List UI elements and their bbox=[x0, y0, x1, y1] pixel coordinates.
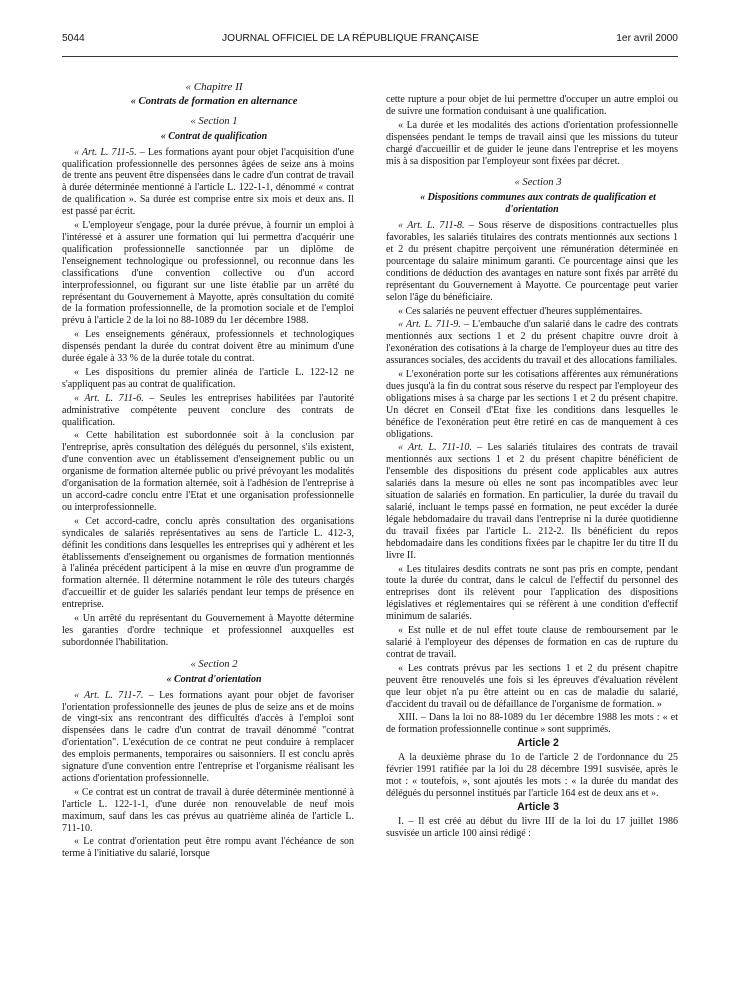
article-reference: « Art. L. 711-7. bbox=[74, 689, 144, 701]
paragraph: « Ces salariés ne peuvent effectuer d'heures supplémentaires. bbox=[398, 305, 643, 317]
paragraph: « Un arrêté du représentant du Gouvernement à Mayotte détermine les garanties d'ordre technique et professionnel auxquelles est subordonnée l'habilitation. bbox=[62, 613, 354, 648]
paragraph bbox=[386, 220, 678, 303]
page-number: 5044 bbox=[62, 32, 85, 44]
paragraph: A la deuxième phrase du 1o de l'article 2 de l'ordonnance du 25 février 1991 ratifiée par la loi du 28 décembre 1991 susvisée, après le mot : « toutefois, », sont ajoutés les mots : « la durée du mandat des délégués du personnel institués par l'article 164 est de deux ans et ». bbox=[386, 752, 678, 799]
paragraph: « Les contrats prévus par les sections 1 et 2 du présent chapitre peuvent être renouvelés une fois si les épreuves d'évaluation révèlent que leur objet n'a pu être atteint ou en cas de maladie du salarié, d'accident du travail ou de défaillance de l'organisme de formation. » bbox=[386, 662, 678, 710]
paragraph bbox=[62, 393, 354, 429]
paragraph: « Cet accord-cadre, conclu après consultation des organisations syndicales de salariés représentatives au sens de l'article L. 412-3, définit les conditions dans lesquelles les entreprises qui y adhèrent et les établissements d'enseignement ou organismes de formation mentionnés à l'alinéa précédent participent à la mise en œuvre d'un programme de formation alternée. Il détermine notamment le rôle des tuteurs chargés d'accueillir et de guider les salariés pendant leur temps de présence en entreprise. bbox=[62, 515, 354, 611]
header-rule bbox=[62, 56, 678, 57]
article-reference: « Art. L. 711-9. bbox=[398, 319, 461, 331]
chapter-title: « Contrats de formation en alternance bbox=[130, 95, 298, 107]
left-column bbox=[62, 72, 354, 977]
paragraph: « Cette habilitation est subordonnée soit à la conclusion par l'entreprise, après consultation des délégués du personnel, s'ils existent, d'une convention avec un établissement d'enseignement public ou un organisme de formation alternée public ou privé prévoyant les modalités d'organisation de la formation alternée, soit à l'adhésion de l'entreprise à un accord-cadre conclu entre l'Etat et une organisation professionnelle ou interprofessionnelle. bbox=[62, 430, 354, 513]
chapter-heading: « Chapitre II bbox=[185, 81, 243, 93]
article-reference: « Art. L. 711-8. bbox=[398, 220, 465, 232]
section-heading: « Section 2 bbox=[190, 658, 238, 670]
paragraph-text: – Les salariés titulaires des contrats de travail mentionnés aux sections 1 et 2 du présent chapitre bénéficient de l'ensemble des dispositions du présent code applicables aux autres salariés dans la mesure où elles ne sont pas incompatibles avec leur situation de salariés en formation. En particulier, la durée du travail du salarié, incluant le temps passé en formation, ne peut excéder la durée légale hebdomadaire du travail dans l'entreprise ni la durée quotidienne du travail fixées par l'article L. 212-2. Ils bénéficient du repos hebdomadaire dans les conditions fixées par le chapitre Ier du titre II du livre II. bbox=[386, 442, 678, 561]
section-title: « Contrat d'orientation bbox=[166, 673, 262, 685]
paragraph: « L'employeur s'engage, pour la durée prévue, à fournir un emploi à l'intéressé et à assurer une formation qui lui permettra d'acquérir une qualification professionnelle sanctionnée par un diplôme de l'enseignement technologique ou professionnel, ou reconnue dans les classifications d'une convention collective ou d'un accord interprofessionnel, ou figurant sur une liste établie par un arrêté du représentant du Gouvernement à Mayotte, après consultation du comité de la formation professionnelle, de la promotion sociale et de l'emploi prévu à l'article 2 de la loi no 88-1089 du 1er décembre 1988. bbox=[62, 220, 354, 327]
paragraph-text: – L'embauche d'un salarié dans le cadre des contrats mentionnés aux sections 1 et 2 du présent chapitre ouvre droit à l'exonération des cotisations à la charge de l'employeur dues au titre des assurances sociales, des accidents du travail et des allocations familiales. bbox=[386, 319, 678, 367]
paragraph bbox=[386, 319, 678, 367]
paragraph: XIII. – Dans la loi no 88-1089 du 1er décembre 1988 les mots : « et de formation professionnelle continue » sont supprimés. bbox=[386, 712, 678, 736]
paragraph: « Les enseignements généraux, professionnels et technologiques dispensés pendant la durée du contrat doivent être au minimum d'une durée égale à 33 % de la durée totale du contrat. bbox=[62, 329, 354, 365]
paragraph: I. – Il est créé au début du livre III de la loi du 17 juillet 1986 susvisée un article 100 ainsi rédigé : bbox=[386, 815, 678, 839]
article-reference: « Art. L. 711-6. bbox=[74, 392, 144, 404]
paragraph: cette rupture a pour objet de lui permettre d'occuper un autre emploi ou de suivre une formation conduisant à une qualification. bbox=[386, 94, 678, 117]
paragraph bbox=[62, 147, 354, 218]
article-reference: « Art. L. 711-5. bbox=[74, 146, 137, 158]
paragraph: « Est nulle et de nul effet toute clause de remboursement par le salarié à l'employeur des dépenses de formation en cas de rupture du contrat de travail. bbox=[386, 625, 678, 660]
section-heading: « Section 1 bbox=[190, 115, 238, 127]
paragraph-text: – Les formations ayant pour objet l'acquisition d'une qualification professionnelle des personnes âgées de seize ans à moins de trente ans peuvent être dispensées dans le cadre d'un contrat de travail à durée déterminée mentionné à l'article L. 122-1-1, dénommé « contrat de qualification ». Sa durée est comprise entre six mois et deux ans. Il est passé par écrit. bbox=[62, 146, 354, 218]
paragraph-text: – Seules les entreprises habilitées par l'autorité administrative compétente peuvent conclure des contrats de qualification. bbox=[62, 392, 354, 428]
section-title: « Contrat de qualification bbox=[160, 130, 268, 142]
paragraph: « Les titulaires desdits contrats ne sont pas pris en compte, pendant toute la durée du contrat, dans le calcul de l'effectif du personnel des entreprises dont ils relèvent pour l'application des dispositions législatives et réglementaires qui se réfèrent à une condition d'effectif minimum de salariés. bbox=[386, 563, 678, 623]
paragraph-text: – Sous réserve de dispositions contractuelles plus favorables, les salariés titulaires des contrats mentionnés aux sections 1 et 2 du présent chapitre perçoivent une rémunération déterminée en pourcentage du salaire minimum garanti. Ce pourcentage ainsi que les conditions de déduction des avantages en nature sont fixés par arrêté du représentant du Gouvernement à Mayotte. Ce pourcentage peut varier selon l'âge du bénéficiaire. bbox=[386, 220, 678, 303]
paragraph: « L'exonération porte sur les cotisations afférentes aux rémunérations dues jusqu'à la fin du contrat sous réserve du respect par l'employeur des obligations mises à sa charge par les sections 1 et 2 du présent chapitre. Un décret en Conseil d'Etat fixe les conditions dans lesquelles le bénéfice de l'exonération peut être retiré en cas de manquement à ces obligations. bbox=[386, 369, 678, 440]
paragraph: « Le contrat d'orientation peut être rompu avant l'échéance de son terme à l'initiative du salarié, lorsque bbox=[62, 836, 354, 860]
paragraph bbox=[386, 442, 678, 561]
paragraph: « La durée et les modalités des actions d'orientation professionnelle dispensées pendant le temps de travail ainsi que les missions du tuteur chargé d'accueillir et de guider le jeune dans l'entreprise et les moyens mis à sa disposition par l'employeur sont fixées par décret. bbox=[386, 119, 678, 167]
paragraph-text: – Les formations ayant pour objet de favoriser l'orientation professionnelle des jeunes de plus de seize ans et de moins de vingt-six ans rencontrant des difficultés d'accès à l'emploi sont dispensées dans le cadre d'un contrat de travail dénommé "contrat d'orientation". L'exécution de ce contrat ne peut conduire à remplacer des emplois permanents, temporaires ou saisonniers. Il est conclu après signature d'une convention entre l'entreprise et l'organisme réalisant les actions d'orientation professionnelle. bbox=[62, 689, 354, 784]
paragraph bbox=[62, 690, 354, 785]
right-column bbox=[386, 94, 678, 999]
section-heading: « Section 3 bbox=[514, 177, 562, 189]
page-header bbox=[62, 30, 678, 46]
section-title: « Dispositions communes aux contrats de qualification et d'orientation bbox=[420, 192, 656, 216]
issue-date: 1er avril 2000 bbox=[616, 32, 678, 44]
article-heading: Article 2 bbox=[517, 737, 559, 750]
article-heading: Article 3 bbox=[517, 800, 559, 813]
paragraph: « Les dispositions du premier alinéa de l'article L. 122-12 ne s'appliquent pas au contrat de qualification. bbox=[62, 366, 354, 390]
journal-title: JOURNAL OFFICIEL DE LA RÉPUBLIQUE FRANÇAISE bbox=[222, 32, 479, 44]
article-reference: « Art. L. 711-10. bbox=[398, 442, 472, 454]
paragraph: « Ce contrat est un contrat de travail à durée déterminée mentionné à l'article L. 122-1-1, d'une durée non renouvelable de neuf mois maximum, sauf dans les cas prévus au quatrième alinéa de l'article L. 711-10. bbox=[62, 786, 354, 834]
